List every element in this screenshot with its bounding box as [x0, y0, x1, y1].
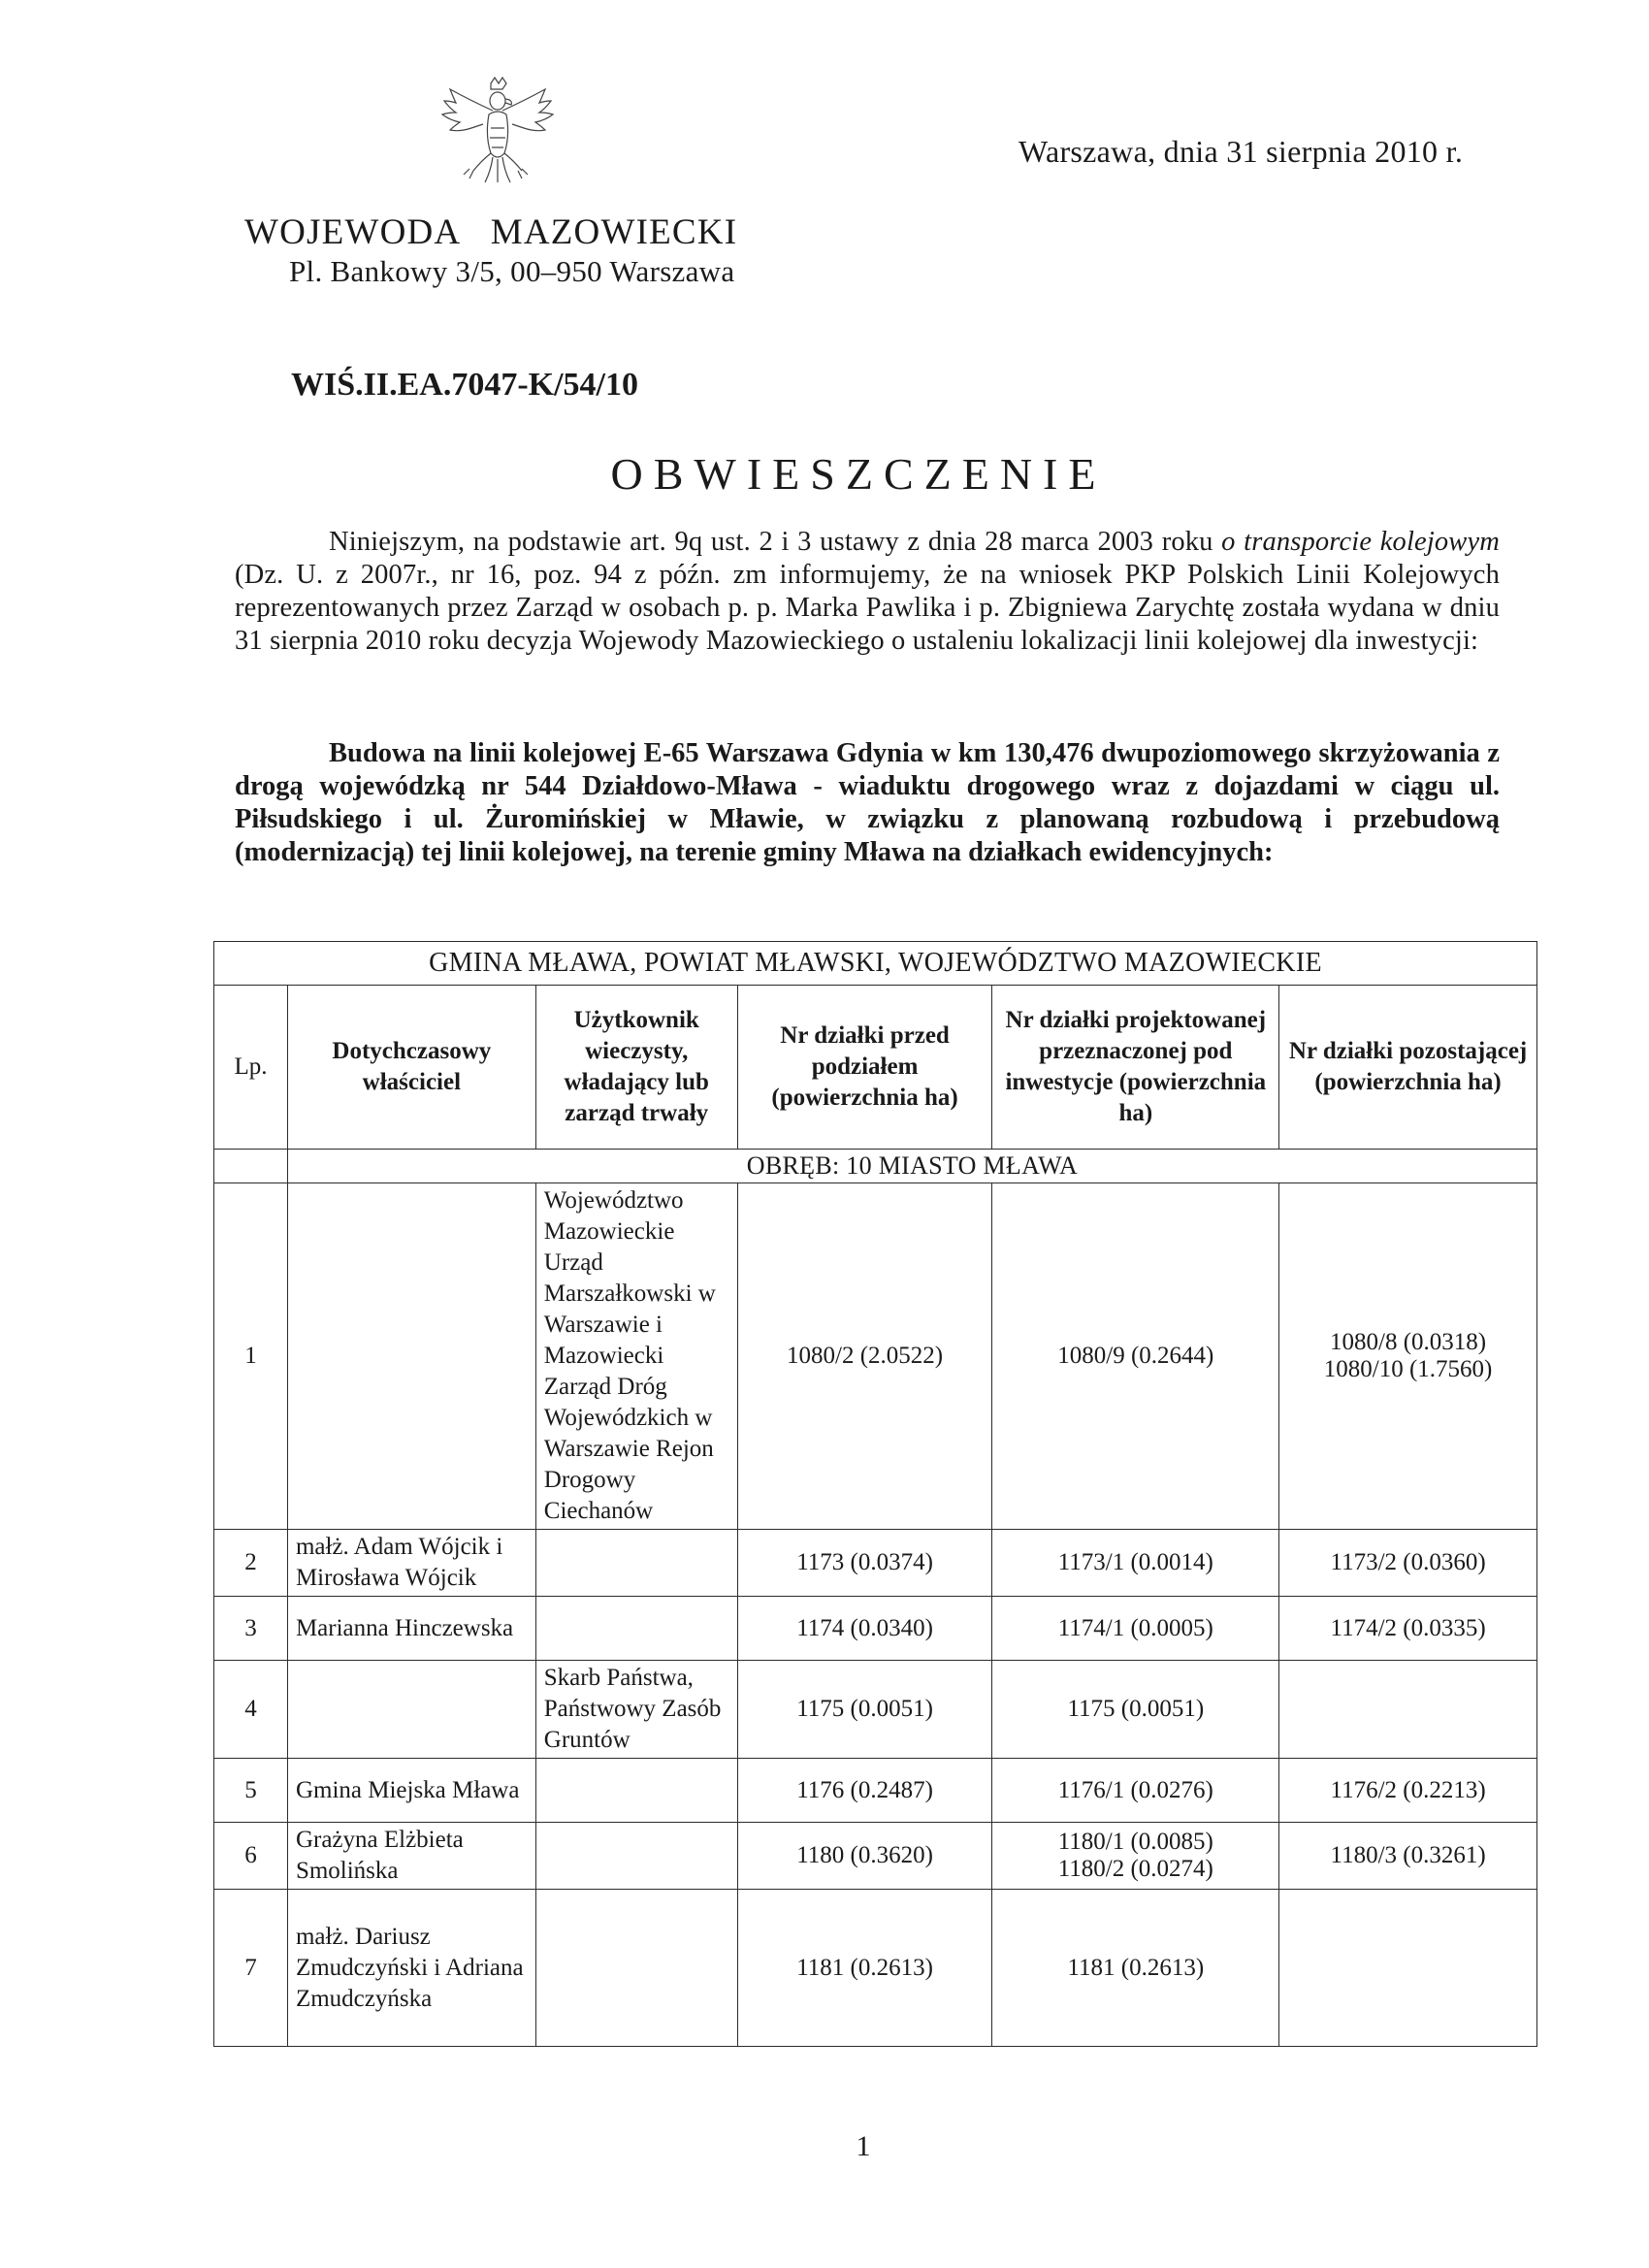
row-designed: 1175 (0.0051)	[992, 1661, 1279, 1759]
authority-address: Pl. Bankowy 3/5, 00–950 Warszawa	[289, 254, 735, 288]
row-before: 1174 (0.0340)	[737, 1597, 992, 1661]
row-user: Skarb Państwa, Państwowy Zasób Gruntów	[535, 1661, 737, 1759]
table-row	[214, 1759, 1537, 1823]
row-remaining	[1279, 1661, 1537, 1759]
table-row	[214, 1661, 1537, 1759]
row-owner	[287, 1183, 535, 1530]
table-row	[214, 1183, 1537, 1530]
col-header-owner: Dotychczasowy właściciel	[287, 986, 535, 1150]
row-owner: Gmina Miejska Mława	[287, 1759, 535, 1823]
row-user	[535, 1759, 737, 1823]
row-owner	[287, 1661, 535, 1759]
row-lp: 4	[214, 1661, 288, 1759]
row-user	[535, 1597, 737, 1661]
row-user	[535, 1530, 737, 1597]
col-header-designed: Nr działki projektowanej przeznaczonej pod inwestycje (powierzchnia ha)	[992, 986, 1279, 1150]
document-title: OBWIESZCZENIE	[610, 449, 1107, 499]
row-lp: 1	[214, 1183, 288, 1530]
row-remaining	[1279, 1597, 1537, 1661]
polish-eagle-emblem	[435, 76, 561, 192]
col-header-lp: Lp.	[214, 986, 288, 1150]
intro-paragraph	[235, 526, 1500, 658]
row-lp: 5	[214, 1759, 288, 1823]
row-user: Województwo Mazowieckie Urząd Marszałkowski w Warszawie i Mazowiecki Zarząd Dróg Wojewódzkich w Warszawie Rejon Drogowy Ciechanów	[535, 1183, 737, 1530]
row-owner: Grażyna Elżbieta Smolińska	[287, 1823, 535, 1890]
row-owner: małż. Adam Wójcik i Mirosława Wójcik	[287, 1530, 535, 1597]
row-remaining	[1279, 1530, 1537, 1597]
row-user	[535, 1823, 737, 1890]
row-user	[535, 1890, 737, 2047]
page-number: 1	[856, 2130, 871, 2162]
row-designed: 1174/1 (0.0005)	[992, 1597, 1279, 1661]
intro-part-2: (Dz. U. z 2007r., nr 16, poz. 94 z późn. zm informujemy, że na wniosek PKP Polskich Linii Kolejowych reprezentowanych przez Zarząd w osobach p. p. Marka Pawlika i p. Zbigniewa Zarychtę została wydana w dniu 31 sierpnia 2010 roku decyzja Wojewody Mazowieckiego o ustaleniu lokalizacji linii kolejowej dla inwestycji:	[235, 560, 1500, 656]
table-row	[214, 1597, 1537, 1661]
designed-parcel: 1180/2 (0.0274)	[1057, 1856, 1213, 1882]
document-date: Warszawa, dnia 31 sierpnia 2010 r.	[1018, 134, 1464, 169]
act-name: o transporcie kolejowym	[1221, 527, 1500, 557]
row-before: 1080/2 (2.0522)	[737, 1183, 992, 1530]
row-owner: małż. Dariusz Zmudczyński i Adriana Zmudczyńska	[287, 1890, 535, 2047]
parcels-table	[213, 941, 1537, 2047]
table-row	[214, 1890, 1537, 2047]
row-designed	[992, 1823, 1279, 1890]
remaining-parcel: 1176/2 (0.2213)	[1330, 1776, 1486, 1803]
precinct-header: OBRĘB: 10 MIASTO MŁAWA	[287, 1150, 1536, 1183]
row-lp: 7	[214, 1890, 288, 2047]
row-before: 1180 (0.3620)	[737, 1823, 992, 1890]
intro-part-1: Niniejszym, na podstawie art. 9q ust. 2 i 3 ustawy z dnia 28 marca 2003 roku	[329, 527, 1222, 557]
col-header-remaining: Nr działki pozostającej (powierzchnia ha)	[1279, 986, 1537, 1150]
row-owner: Marianna Hinczewska	[287, 1597, 535, 1661]
row-lp: 2	[214, 1530, 288, 1597]
row-before: 1181 (0.2613)	[737, 1890, 992, 2047]
remaining-parcel: 1173/2 (0.0360)	[1330, 1549, 1486, 1575]
row-remaining	[1279, 1759, 1537, 1823]
investment-subject: Budowa na linii kolejowej E-65 Warszawa Gdynia w km 130,476 dwupoziomowego skrzyżowania z drogą wojewódzką nr 544 Działdowo-Mława - wiaduktu drogowego wraz z dojazdami w ciągu ul. Piłsudskiego i ul. Żuromińskiej w Mławie, w związku z planowaną rozbudową i przebudową (modernizacją) tej linii kolejowej, na terenie gminy Mława na działkach ewidencyjnych:	[235, 738, 1500, 867]
table-row	[214, 1530, 1537, 1597]
row-lp: 6	[214, 1823, 288, 1890]
col-header-before: Nr działki przed podziałem (powierzchnia ha)	[737, 986, 992, 1150]
row-lp: 3	[214, 1597, 288, 1661]
row-before: 1173 (0.0374)	[737, 1530, 992, 1597]
row-remaining	[1279, 1823, 1537, 1890]
row-before: 1175 (0.0051)	[737, 1661, 992, 1759]
table-row	[214, 1823, 1537, 1890]
parcels-table-container	[213, 941, 1537, 2047]
col-header-user: Użytkownik wieczysty, władający lub zarząd trwały	[535, 986, 737, 1150]
issuing-authority: WOJEWODA MAZOWIECKI	[244, 212, 738, 252]
row-designed: 1176/1 (0.0276)	[992, 1759, 1279, 1823]
remaining-parcel: 1180/3 (0.3261)	[1330, 1842, 1486, 1868]
reference-number: WIŚ.II.EA.7047-K/54/10	[291, 367, 638, 403]
remaining-parcel: 1080/8 (0.0318)	[1330, 1329, 1487, 1355]
row-remaining	[1279, 1183, 1537, 1530]
designed-parcel: 1180/1 (0.0085)	[1057, 1829, 1213, 1855]
row-designed: 1173/1 (0.0014)	[992, 1530, 1279, 1597]
row-before: 1176 (0.2487)	[737, 1759, 992, 1823]
row-designed: 1080/9 (0.2644)	[992, 1183, 1279, 1530]
row-remaining	[1279, 1890, 1537, 2047]
region-header: GMINA MŁAWA, POWIAT MŁAWSKI, WOJEWÓDZTWO MAZOWIECKIE	[214, 942, 1537, 986]
row-designed: 1181 (0.2613)	[992, 1890, 1279, 2047]
remaining-parcel: 1080/10 (1.7560)	[1323, 1356, 1493, 1382]
precinct-spacer-cell	[214, 1150, 288, 1183]
remaining-parcel: 1174/2 (0.0335)	[1330, 1614, 1486, 1641]
